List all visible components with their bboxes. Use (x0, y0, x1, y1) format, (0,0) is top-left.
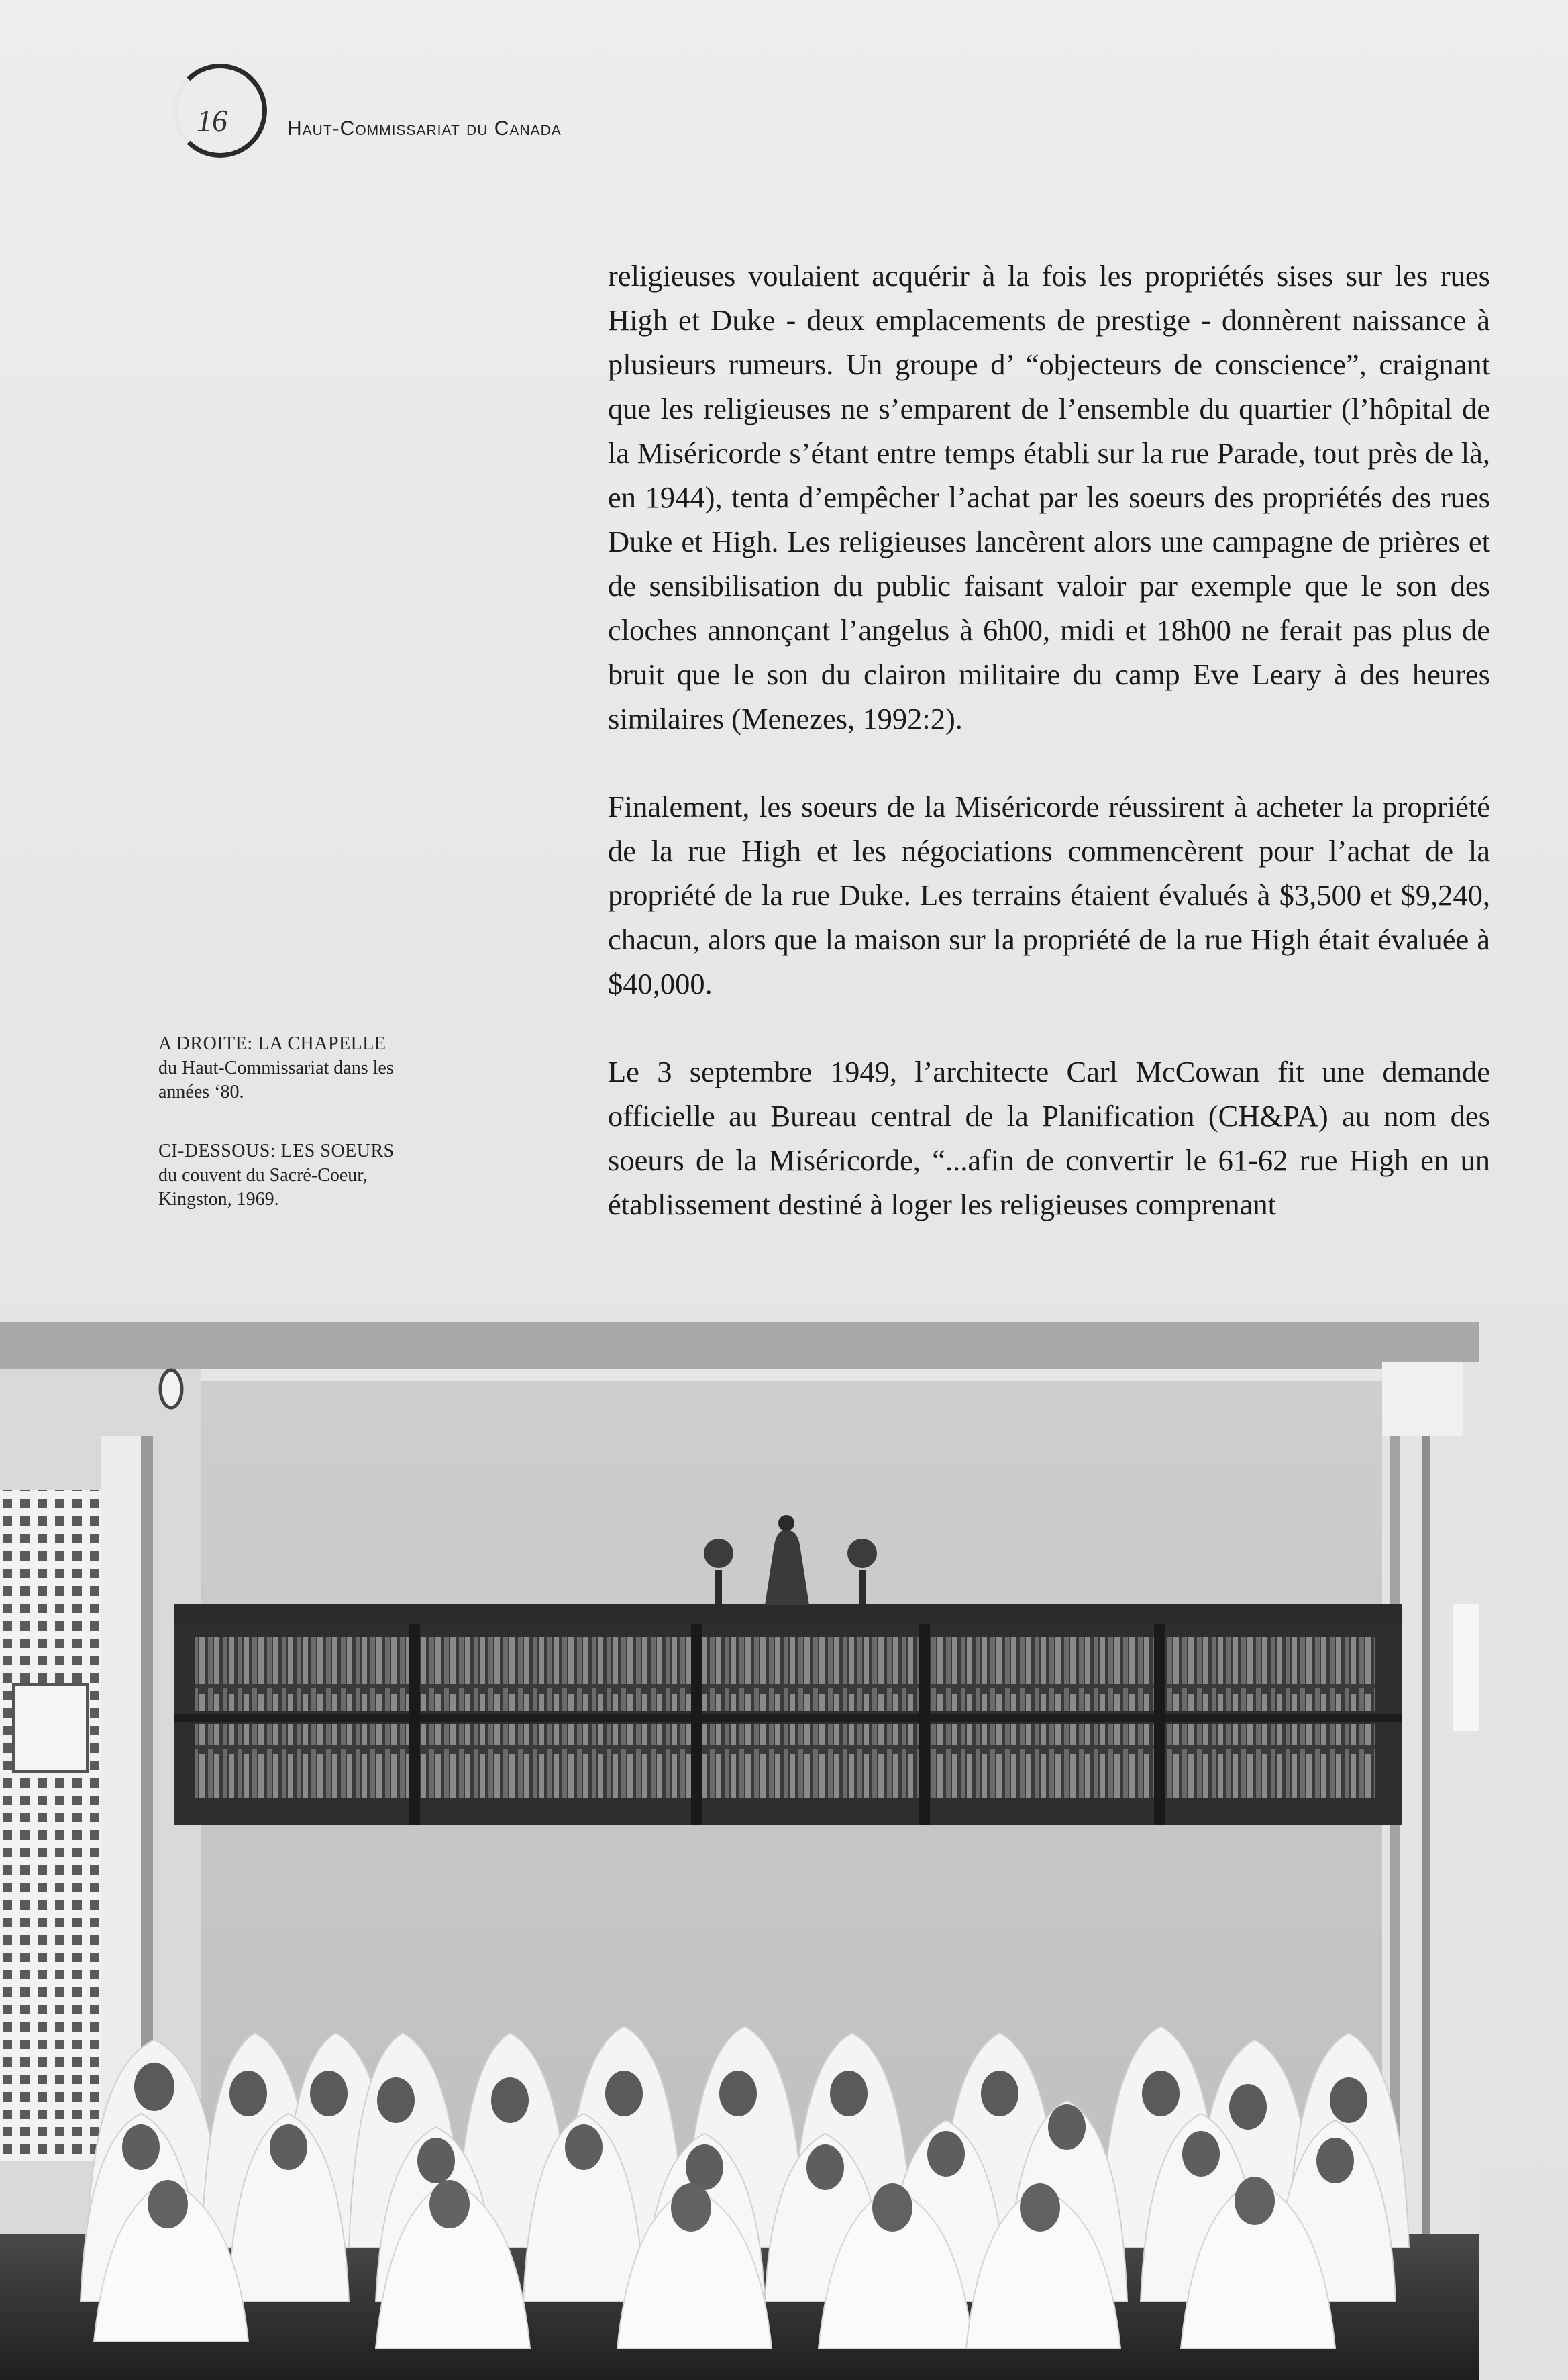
group-photo-sisters (0, 1322, 1479, 2380)
page-number: 16 (197, 103, 227, 138)
caption-text: du couvent du Sacré-Coeur, Kingston, 1969. (158, 1165, 368, 1210)
photo-captions (158, 1032, 440, 1247)
body-text (608, 254, 1490, 1270)
caption-lead: CI-DESSOUS: LES SOEURS (158, 1141, 395, 1161)
body-paragraph: Le 3 septembre 1949, l’architecte Carl McCowan fit une demande officielle au Bureau central de la Planification (CH&PA) au nom des soeurs de la Miséricorde, “...afin de convertir le 61-62 rue High en un établissement destiné à loger les religieuses comprenant (608, 1055, 1490, 1221)
caption-lead: A DROITE: LA CHAPELLE (158, 1033, 386, 1054)
body-paragraph: religieuses voulaient acquérir à la fois les propriétés sises sur les rues High et Duke - deux emplacements de prestige - donnèrent naissance à plusieurs rumeurs. Un groupe d’ “objecteurs de conscience”, craignant que les religieuses ne s’emparent de l’ensemble du quartier (l’hôpital de la Miséricorde s’étant entre temps établi sur la rue Parade, tout près de là, en 1944), tenta d’empêcher l’achat par les soeurs des propriétés des rues Duke et High. Les religieuses lancèrent alors une campagne de prières et de sensibilisation du public faisant valoir par exemple que le son des cloches annonçant l’angelus à 6h00, midi et 18h00 ne ferait pas plus de bruit que le son du clairon militaire du camp Eve Leary à des heures similaires (Menezes, 1992:2). (608, 259, 1490, 735)
body-paragraph: Finalement, les soeurs de la Miséricorde réussirent à acheter la propriété de la rue High et les négociations commencèrent pour l’achat de la propriété de la rue Duke. Les terrains étaient évalués à $3,500 et $9,240, chacun, alors que la maison sur la propriété de la rue High était évaluée à $40,000. (608, 790, 1490, 1000)
group-photo-illustration (0, 1322, 1479, 2380)
running-head: Haut-Commissariat du Canada (287, 117, 562, 140)
caption-text: du Haut-Commissariat dans les années ‘80. (158, 1057, 394, 1102)
caption-chapel (158, 1032, 440, 1104)
caption-sisters (158, 1139, 440, 1212)
